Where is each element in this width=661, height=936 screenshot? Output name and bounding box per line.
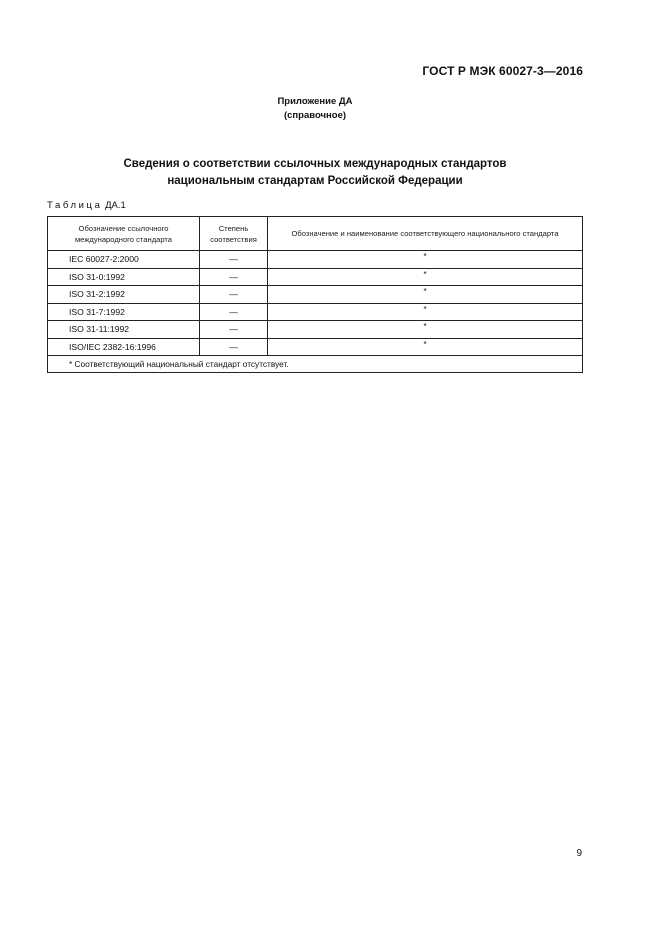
cell-international-standard: ISO 31-2:1992 (48, 286, 200, 304)
section-title-line-2: национальным стандартам Российской Федерации (167, 175, 463, 187)
table-row (48, 286, 583, 304)
appendix-heading (0, 95, 630, 123)
cell-national-standard: * (268, 338, 583, 356)
appendix-label: Приложение ДА (277, 96, 353, 107)
appendix-kind: (справочное) (283, 110, 347, 121)
cell-international-standard: ISO 31-11:1992 (48, 321, 200, 339)
cell-degree: — (200, 268, 268, 286)
cell-degree: — (200, 286, 268, 304)
table-header-row (48, 217, 583, 251)
cell-international-standard: ISO/IEC 2382-16:1996 (48, 338, 200, 356)
table-caption-id: ДА.1 (105, 200, 126, 211)
cell-international-standard: IEC 60027-2:2000 (48, 251, 200, 269)
table-row (48, 338, 583, 356)
cell-international-standard: ISO 31-0:1992 (48, 268, 200, 286)
section-title-line-1: Сведения о соответствии ссылочных международных стандартов (123, 158, 507, 170)
cell-degree: — (200, 303, 268, 321)
table-caption-prefix: Таблица (47, 200, 103, 211)
cell-degree: — (200, 251, 268, 269)
section-title (0, 156, 630, 190)
cell-international-standard: ISO 31-7:1992 (48, 303, 200, 321)
cell-national-standard: * (268, 303, 583, 321)
document-standard-code: ГОСТ Р МЭК 60027-3—2016 (422, 64, 583, 78)
table-row (48, 251, 583, 269)
cell-national-standard: * (268, 286, 583, 304)
cell-national-standard: * (268, 268, 583, 286)
cell-degree: — (200, 338, 268, 356)
table-row (48, 321, 583, 339)
table-row (48, 268, 583, 286)
table-row (48, 303, 583, 321)
cell-national-standard: * (268, 251, 583, 269)
conformity-table (47, 216, 583, 373)
cell-national-standard: * (268, 321, 583, 339)
column-header-national-standard: Обозначение и наименование соответствующего национального стандарта (268, 217, 583, 251)
table-footnote: * Соответствующий национальный стандарт отсутствует. (48, 356, 583, 373)
table-footnote-row (48, 356, 583, 373)
column-header-degree: Степень соответствия (200, 217, 268, 251)
cell-degree: — (200, 321, 268, 339)
table-caption (47, 200, 126, 211)
column-header-international-standard: Обозначение ссылочного международного стандарта (48, 217, 200, 251)
page-number: 9 (576, 848, 582, 859)
